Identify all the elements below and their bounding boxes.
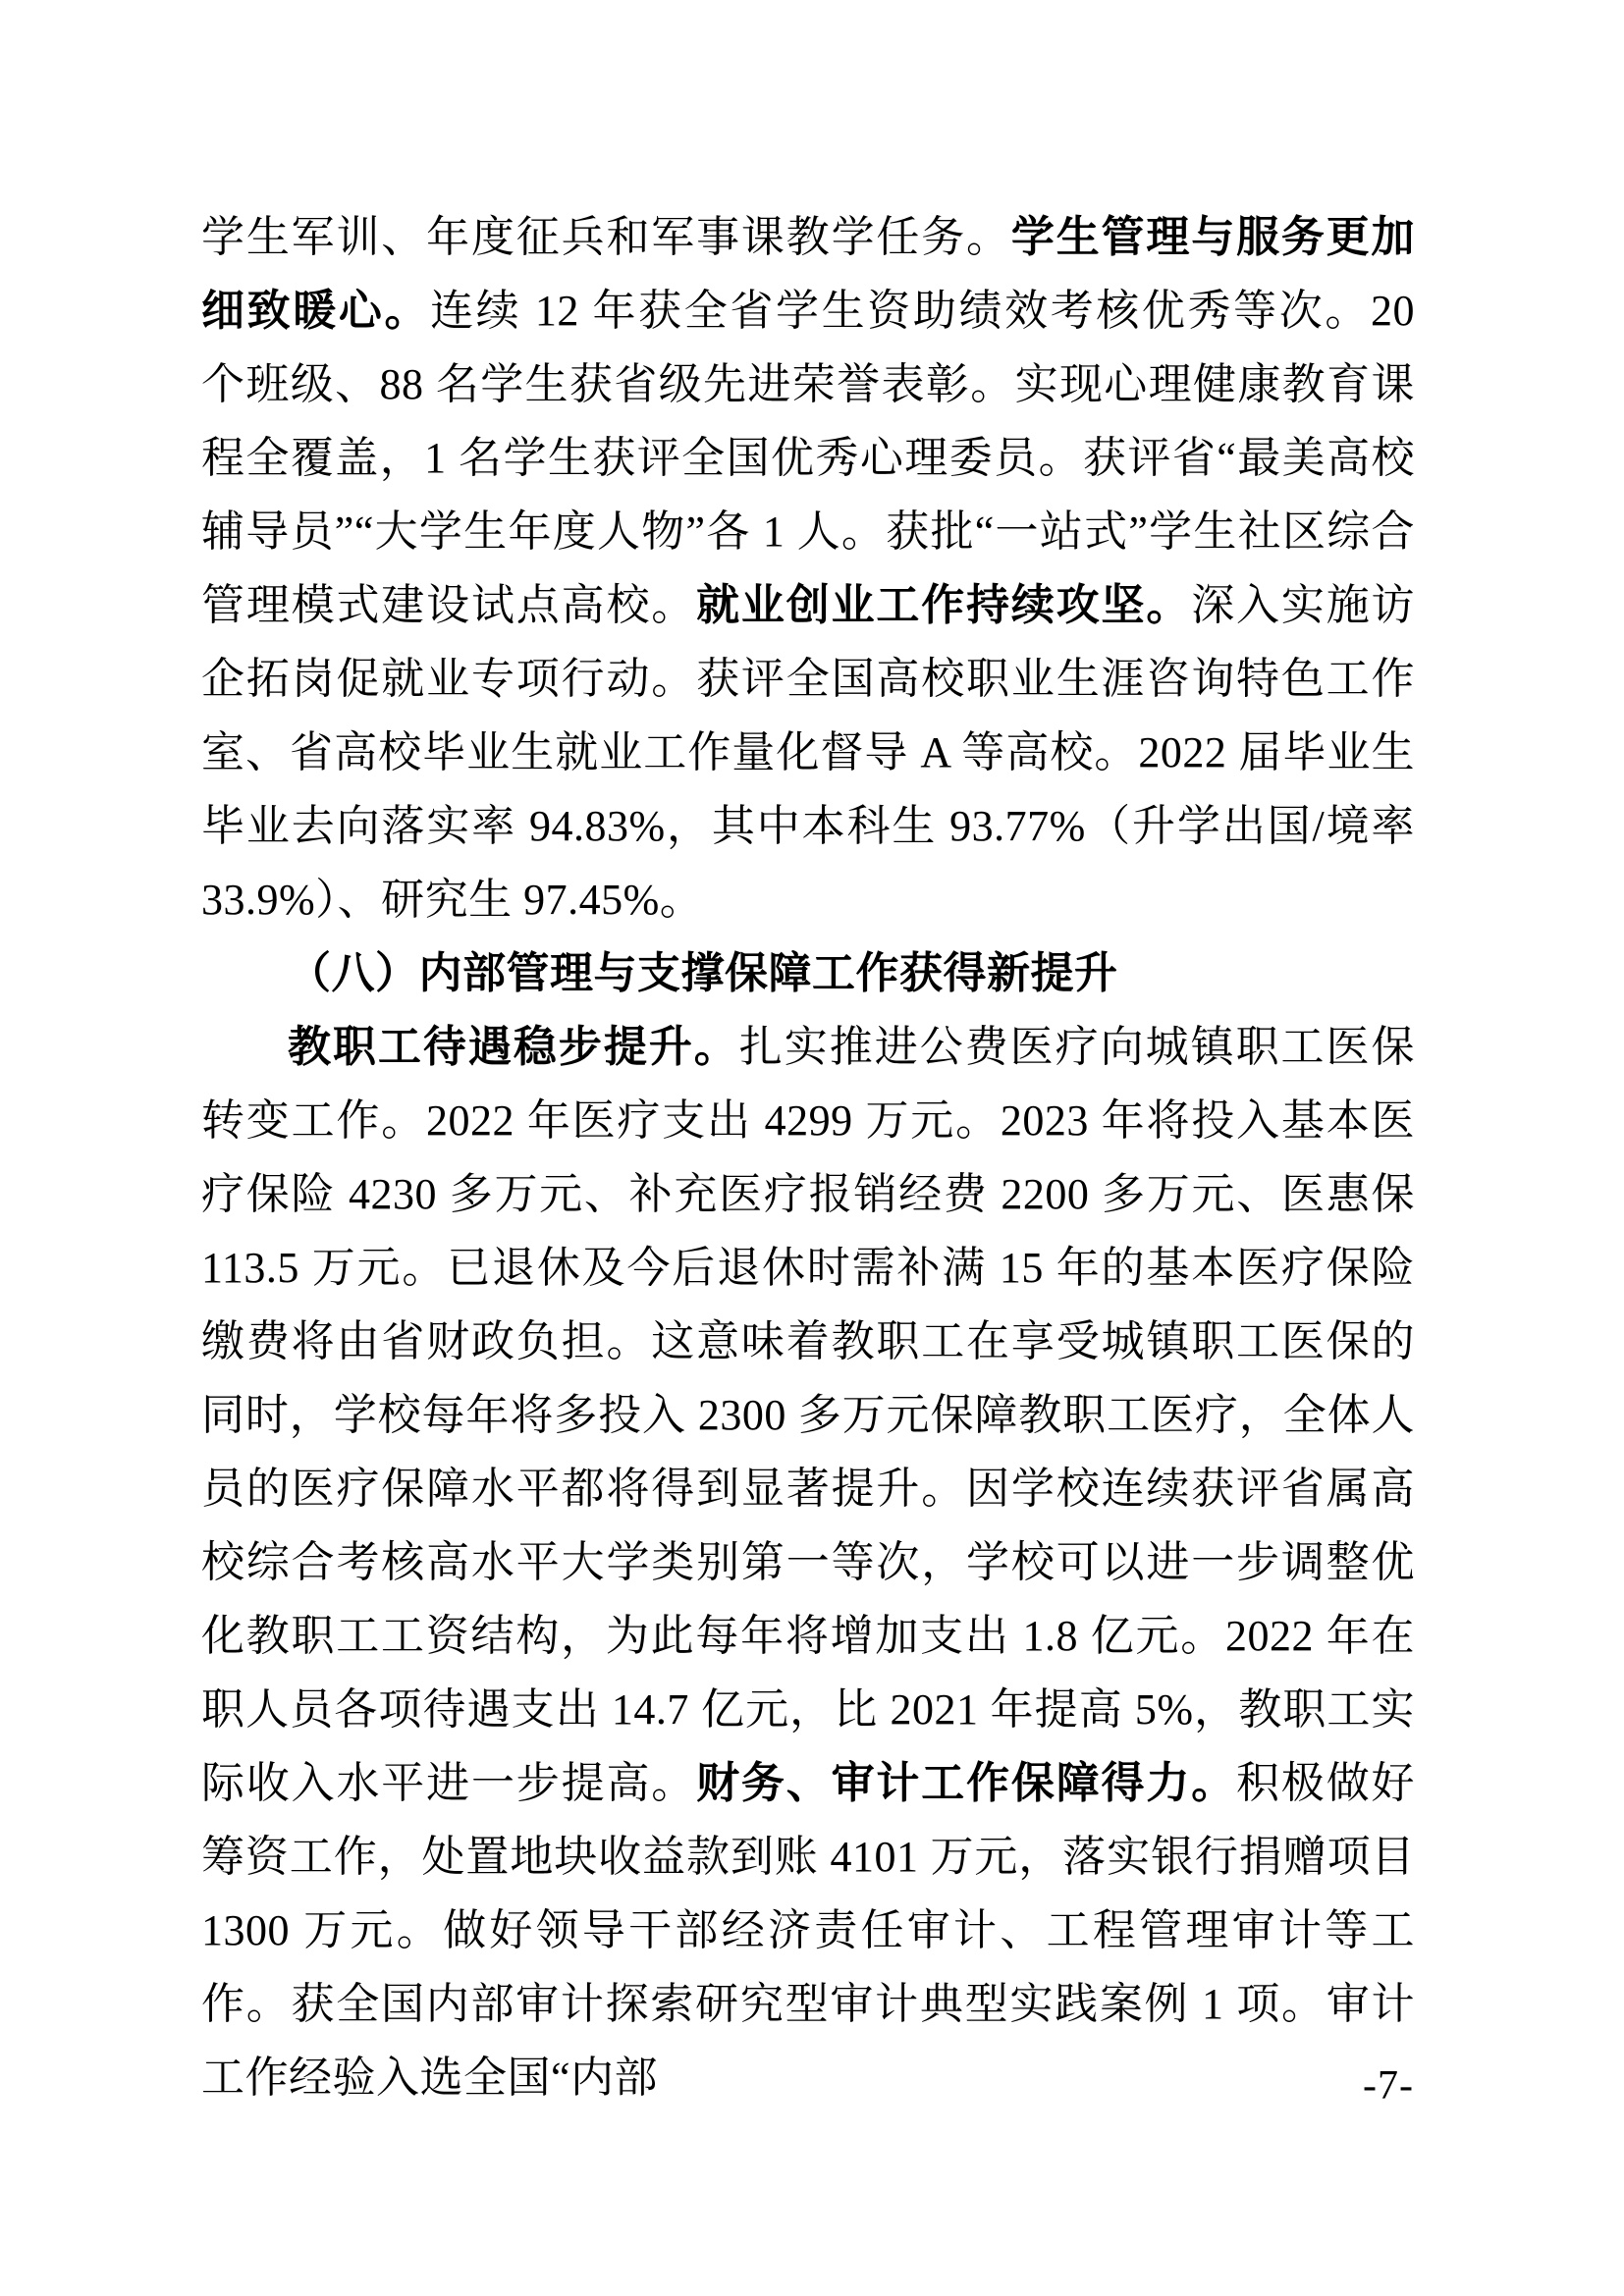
- text-run: 连续 12 年获全省学生资助绩效考核优秀等次。20 个班级、88 名学生获省级先进荣誉表彰。实现心理健康教育课程全覆盖，1 名学生获评全国优秀心理委员。获评省“最美高校辅导员”“大学生年度人物”各 1 人。获批“一站式”学生社区综合管理模式建设试点高校。: [201, 287, 1415, 629]
- emphasis-text-run: 财务、审计工作保障得力。: [696, 1759, 1237, 1807]
- text-run: 积极做好筹资工作，处置地块收益款到账 4101 万元，落实银行捐赠项目 1300 万元。做好领导干部经济责任审计、工程管理审计等工作。获全国内部审计探索研究型审计典型实践案例 1 项。审计工作经验入选全国“内部: [201, 1759, 1416, 2102]
- text-run: 深入实施访企拓岗促就业专项行动。获评全国高校职业生涯咨询特色工作室、省高校毕业生就业工作量化督导 A 等高校。2022 届毕业生毕业去向落实率 94.83%，其中本科生 93.77%（升学出国/境率 33.9%）、研究生 97.45%。: [201, 581, 1416, 924]
- paragraph-student-affairs: [201, 200, 1415, 936]
- emphasis-text-run: 就业创业工作持续攻坚。: [696, 581, 1192, 629]
- text-run: 扎实推进公费医疗向城镇职工医保转变工作。2022 年医疗支出 4299 万元。2023 年将投入基本医疗保险 4230 多万元、补充医疗报销经费 2200 多万元、医惠保 113.5 万元。已退休及今后退休时需补满 15 年的基本医疗保险缴费将由省财政负担。这意味着教职工在享受城镇职工医保的同时，学校每年将多投入 2300 多万元保障教职工医疗，全体人员的医疗保障水平都将得到显著提升。因学校连续获评省属高校综合考核高水平大学类别第一等次，学校可以进一步调整优化教职工工资结构，为此每年将增加支出 1.8 亿元。2022 年在职人员各项待遇支出 14.7 亿元，比 2021 年提高 5%，教职工实际收入水平进一步提高。: [201, 1023, 1416, 1807]
- text-run: 学生军训、年度征兵和军事课教学任务。: [201, 213, 1011, 261]
- section-heading-8: （八）内部管理与支撑保障工作获得新提升: [288, 949, 1118, 997]
- text-block: [201, 200, 1415, 2114]
- paragraph-internal-management: [201, 1010, 1415, 2114]
- page-number: -7-: [1363, 2063, 1414, 2109]
- emphasis-text-run: 学生管理与服务更加细致暖心。: [201, 213, 1416, 335]
- emphasis-text-run: 教职工待遇稳步提升。: [288, 1023, 739, 1071]
